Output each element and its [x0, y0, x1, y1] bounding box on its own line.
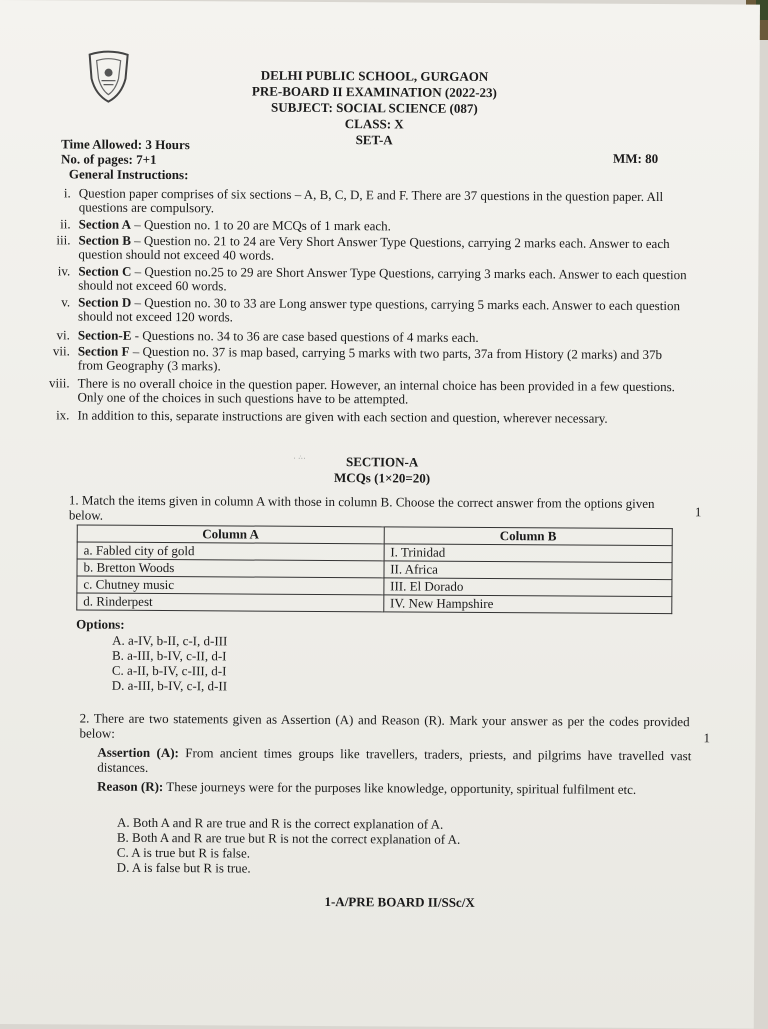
option-item: C. A is true but R is false. [117, 845, 460, 862]
section-subtitle: MCQs (1×20=20) [297, 470, 467, 487]
option-item: B. Both A and R are true but R is not the correct explanation of A. [117, 830, 460, 847]
option-item: D. A is false but R is true. [117, 860, 460, 877]
instruction-number: vi. [38, 328, 70, 342]
question-1-options [112, 633, 228, 694]
instruction-number: i. [39, 186, 71, 200]
subject: SUBJECT: SOCIAL SCIENCE (087) [199, 99, 549, 117]
instruction-text [78, 233, 688, 265]
table-cell: a. Fabled city of gold [77, 542, 384, 561]
school-name: DELHI PUBLIC SCHOOL, GURGAON [199, 67, 549, 85]
question-2-text: 2. There are two statements given as Assertion (A) and Reason (R). Mark your answer as per the codes provided below: [79, 710, 689, 744]
instruction-text [77, 408, 687, 426]
instruction-number: ix. [37, 408, 69, 422]
instruction-body: - Questions no. 34 to 36 are case based questions of 4 marks each. [131, 328, 478, 345]
question-1-text: 1. Match the items given in column A with those in column B. Choose the correct answer from the options given below. [69, 492, 669, 526]
instruction-body: There is no overall choice in the question paper. However, an internal choice has been provided in a few questions. Only one of the choices in such questions have to be attempted. [78, 375, 675, 406]
table-cell: I. Trinidad [384, 544, 672, 563]
instruction-text [78, 264, 688, 296]
instruction-section-label: Section C [78, 263, 131, 278]
ink-speck: · ·̇·· [293, 454, 306, 463]
table-row [77, 593, 672, 614]
table-cell: IV. New Hampshire [383, 595, 671, 614]
instruction-text [79, 186, 689, 218]
section-title: SECTION-A [297, 454, 467, 471]
page-footer: 1-A/PRE BOARD II/SSc/X [324, 894, 474, 911]
reason-text: These journeys were for the purposes like knowledge, opportunity, spiritual fulfilment etc. [163, 779, 636, 797]
instruction-item [38, 376, 688, 380]
instruction-number: ii. [39, 217, 71, 231]
option-item: C. a-II, b-IV, c-III, d-I [112, 663, 227, 679]
instruction-text [78, 376, 688, 408]
instruction-body: – Question no. 21 to 24 are Very Short Answer Type Questions, carrying 2 marks each. Answer to each question should not exceed 40 words. [78, 233, 669, 263]
reason [97, 779, 691, 798]
instruction-number: v. [38, 295, 70, 309]
instruction-body: Question paper comprises of six sections – A, B, C, D, E and F. There are 37 questions in the question paper. All questions are compulsory. [79, 185, 664, 215]
instruction-item [39, 186, 689, 190]
options-label: Options: [76, 616, 124, 631]
exam-header [199, 67, 549, 149]
option-item: D. a-III, b-IV, c-I, d-II [112, 678, 227, 694]
match-table [76, 524, 673, 614]
question-1-marks: 1 [695, 504, 702, 520]
table-cell: II. Africa [384, 561, 672, 580]
option-item: A. a-IV, b-II, c-I, d-III [112, 633, 227, 649]
class-label: CLASS: X [199, 115, 549, 133]
instruction-number: iii. [38, 233, 70, 247]
page-count: No. of pages: 7+1 [61, 151, 157, 168]
assertion [97, 745, 691, 779]
max-marks: MM: 80 [613, 151, 658, 167]
exam-name: PRE-BOARD II EXAMINATION (2022-23) [199, 83, 549, 101]
table-cell: III. El Dorado [384, 578, 672, 597]
school-crest-icon [83, 49, 133, 105]
instruction-section-label: Section D [78, 294, 131, 309]
instruction-text [78, 295, 688, 327]
instruction-text [78, 344, 688, 376]
instruction-body: – Question no. 37 is map based, carrying 5 marks with two parts, 37a from History (2 marks) and 37b from Geography (3 marks). [78, 344, 662, 374]
table-cell: c. Chutney music [77, 576, 384, 595]
instruction-number: vii. [38, 344, 70, 358]
reason-label: Reason (R): [97, 779, 163, 794]
instruction-section-label: Section-E [78, 327, 132, 342]
instruction-item [38, 328, 688, 332]
assertion-text: From ancient times groups like travellers, traders, priests, and pilgrims have travelled vast distances. [97, 745, 691, 775]
general-instructions-title: General Instructions: [69, 166, 189, 183]
instruction-section-label: Section A [79, 216, 131, 231]
column-b-header: Column B [384, 527, 672, 546]
set-label: SET-A [199, 131, 549, 149]
instruction-item [39, 217, 689, 221]
instruction-body: – Question no. 30 to 33 are Long answer type questions, carrying 5 marks each. Answer to each question should not exceed 120 words. [78, 295, 680, 325]
instruction-body: In addition to this, separate instructions are given with each section and question, wherever necessary. [77, 407, 607, 425]
instruction-body: – Question no. 1 to 20 are MCQs of 1 mark each. [131, 217, 391, 234]
column-a-header: Column A [77, 525, 384, 544]
instruction-item [38, 295, 688, 299]
option-item: B. a-III, b-IV, c-II, d-I [112, 648, 227, 664]
question-2-marks: 1 [703, 730, 710, 746]
option-item: A. Both A and R are true and R is the correct explanation of A. [117, 815, 460, 832]
time-allowed: Time Allowed: 3 Hours [61, 136, 190, 153]
assertion-label: Assertion (A): [97, 745, 179, 760]
instruction-section-label: Section B [78, 232, 130, 247]
table-cell: d. Rinderpest [77, 593, 384, 612]
instruction-item [38, 408, 688, 412]
instruction-number: iv. [38, 264, 70, 278]
instructions-list [0, 0, 760, 5]
table-cell: b. Bretton Woods [77, 559, 384, 578]
instruction-section-label: Section F [78, 343, 130, 358]
instruction-number: viii. [38, 376, 70, 390]
question-2-options [117, 815, 461, 877]
instruction-item [38, 264, 688, 268]
instruction-body: – Question no.25 to 29 are Short Answer Type Questions, carrying 3 marks each. Answer to each question should not exceed 60 words. [78, 264, 686, 294]
